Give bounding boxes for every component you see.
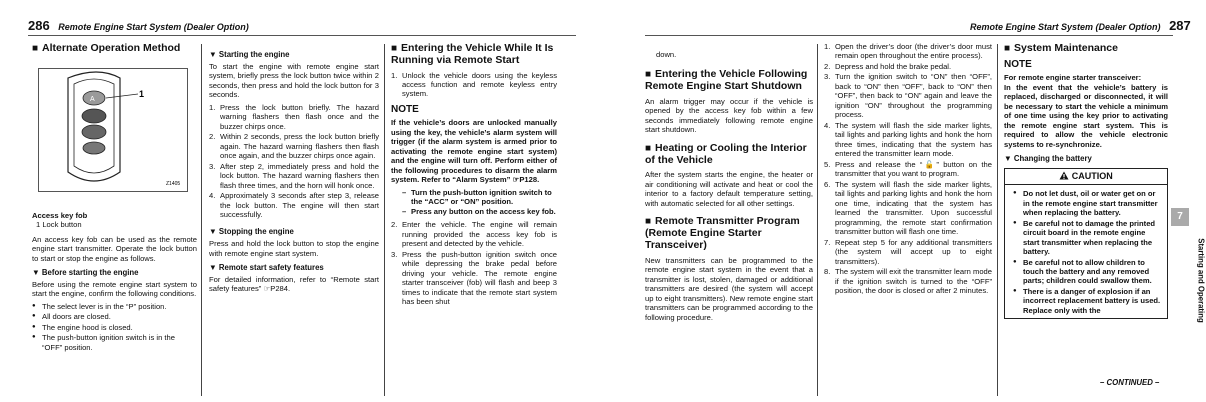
right-page-number: 287: [1169, 18, 1191, 33]
disarm-options: [402, 188, 557, 216]
left-page-number: 286: [28, 18, 50, 33]
column-maintenance: [1004, 42, 1168, 319]
list-item: ● The select lever is in the “P” position.: [32, 302, 197, 311]
section-title-heating: ■ Heating or Cooling the Interior of the Vehicle: [645, 141, 807, 166]
note-text: If the vehicle’s doors are unlocked manually using the key, the vehicle’s alarm system will trigger (if the alarm system is armed prior to activating the remote engine start system) and the engine will turn off. Perform either of the following procedures to disarm the alarm system. Refer to “Alarm System” ☞P128.: [391, 118, 557, 185]
entering-steps-2-3: [391, 220, 557, 306]
before-text: Before using the remote engine start system to start the engine, confirm the following conditions.: [32, 279, 197, 299]
continued-text: down.: [656, 50, 677, 59]
list-item: 2. Enter the vehicle. The engine will remain running provided the access key fob is present and detected by the vehicle.: [391, 220, 557, 249]
list-item: ● The push-button ignition switch is in the “OFF” position.: [32, 333, 197, 352]
list-item: 1. Unlock the vehicle doors using the keyless access function and remote keyless entry system.: [391, 70, 557, 99]
list-item: 4. The system will flash the side marker lights, tail lights and parking lights and honk the horn three times, indicating that the system has entered the transmitter learn mode.: [824, 120, 992, 159]
divider: [817, 44, 818, 396]
section-title-maintenance: ■ System Maintenance: [1004, 42, 1118, 54]
list-item: 4. Approximately 3 seconds after step 3, release the lock button. The engine will then start successfully.: [209, 191, 379, 219]
left-page-header: [28, 18, 249, 33]
safety-text: For detailed information, refer to “Remote start safety features” ☞P284.: [209, 274, 379, 294]
list-item: 3. Press the push-button ignition switch once while depressing the brake pedal before driving your vehicle. The remote engine starter transceiver (fob) will flash and beep 3 times to indicate that the remote start system has been shut: [391, 249, 557, 307]
list-item: ● Be careful not to allow children to touch the battery and any removed parts; children could swallow them.: [1013, 258, 1161, 286]
list-item: 3. After step 2, immediately press and hold the lock button. The hazard warning flashers then flash three times, and the horn will honk once.: [209, 161, 379, 190]
entering-step-1: [391, 71, 557, 99]
program-text: New transmitters can be programmed to the remote engine start system in the event that a transmitter is lost, stolen, damaged or additional transmitters are desired (the system will accept up to eight transmitters). New remote engine start transmitters can be programmed according to the following procedure.: [645, 255, 813, 322]
svg-text:A: A: [90, 96, 95, 103]
list-item: 1. Press the lock button briefly. The hazard warning flashers then flash once and the buzzer chirps once.: [209, 102, 379, 131]
divider: [201, 44, 202, 396]
list-item: 5. Press and release the “🔓” button on the transmitter that you want to program.: [824, 159, 992, 179]
right-header-title: Remote Engine Start System (Dealer Option): [970, 22, 1161, 32]
note-heading: NOTE: [1004, 58, 1032, 70]
list-item: 6. The system will flash the side marker lights, tail lights and parking lights and honk the horn one time, indicating that the system has learned the transmitter. Upon successful programming, the remote start confirmation transmitter button will flash one time.: [824, 179, 992, 237]
list-item: ● The engine hood is closed.: [32, 323, 197, 332]
stopping-text: Press and hold the lock button to stop the engine with remote engine start system.: [209, 239, 379, 258]
chapter-tab-label: Starting and Operating: [1196, 238, 1206, 323]
starting-text: To start the engine with remote engine start system, briefly press the lock button twice within 2 seconds, then press and hold the lock button for 3 seconds.: [209, 61, 379, 100]
heating-text: After the system starts the engine, the heater or air conditioning will activate and heat or cool the interior to a factory default temperature setting, with automatic selected for all other settings.: [645, 170, 813, 208]
list-item: ● Be careful not to damage the printed circuit board in the remote engine start transmitter when replacing the battery.: [1013, 219, 1161, 257]
list-item: – Turn the push-button ignition switch to the “ACC” or “ON” position.: [402, 188, 557, 207]
shutdown-text: An alarm trigger may occur if the vehicle is opened by the access key fob within a few seconds immediately following remote engine start shutdown.: [645, 96, 813, 135]
column-shutdown: [645, 42, 813, 325]
warning-icon: [1059, 171, 1069, 180]
section-title-alternate: ■ Alternate Operation Method: [32, 42, 181, 54]
column-program-steps: [824, 42, 992, 297]
divider: [997, 44, 998, 396]
list-item: 7. Repeat step 5 for any additional transmitters (the system will accept up to eight transmitters).: [824, 237, 992, 266]
figure-legend-item: 1 Lock button: [36, 220, 82, 230]
key-fob-illustration: [38, 68, 188, 192]
list-item: ● All doors are closed.: [32, 312, 197, 321]
list-item: – Press any button on the access key fob.: [402, 207, 557, 216]
stopping-heading: ▼ Stopping the engine: [209, 227, 294, 237]
safety-heading: ▼ Remote start safety features: [209, 263, 324, 273]
right-header-rule: [645, 35, 1173, 36]
figure-id: Z1405: [166, 181, 181, 187]
left-header-rule: [28, 35, 576, 36]
column-entering-running: [391, 42, 557, 308]
intro-text: An access key fob can be used as the remote engine start transmitter. Operate the lock button to start or stop the engine as follows.: [32, 234, 197, 263]
list-item: 1. Open the driver’s door (the driver’s door must remain open throughout the entire process).: [824, 42, 992, 61]
right-page-header: [970, 18, 1191, 33]
conditions-list: [32, 302, 197, 352]
chapter-tab[interactable]: 7: [1171, 208, 1189, 226]
figure-callout: 1: [139, 89, 145, 99]
battery-heading: ▼ Changing the battery: [1004, 154, 1092, 164]
list-item: ● Do not let dust, oil or water get on or in the remote engine start transmitter when replacing the battery.: [1013, 189, 1161, 217]
list-item: 2. Within 2 seconds, press the lock button briefly again. The hazard warning flashers then flash once again, and the buzzer chirps once again.: [209, 132, 379, 161]
list-item: 2. Depress and hold the brake pedal.: [824, 61, 952, 71]
caution-header: CAUTION: [1005, 169, 1167, 185]
program-steps: [824, 42, 992, 296]
list-item: ● There is a danger of explosion if an incorrect replacement battery is used. Replace only with the: [1013, 287, 1161, 315]
section-title-entering: ■ Entering the Vehicle While It Is Running via Remote Start: [391, 42, 554, 66]
before-heading: ▼ Before starting the engine: [32, 268, 139, 278]
left-header-title: Remote Engine Start System (Dealer Option): [58, 22, 249, 32]
starting-heading: ▼ Starting the engine: [209, 50, 290, 59]
note-text: In the event that the vehicle’s battery is replaced, discharged or disconnected, it will be necessary to start the vehicle a minimum of one time using the key prior to activating the remote engine start system. This is required to allow the vehicle electronic systems to re-synchronize.: [1004, 82, 1168, 149]
starting-steps: [209, 103, 379, 220]
caution-list: [1005, 185, 1167, 318]
divider: [384, 44, 385, 396]
note-subheading: For remote engine starter transceiver:: [1004, 73, 1142, 83]
section-title-shutdown: ■ Entering the Vehicle Following Remote Engine Start Shutdown: [645, 68, 808, 93]
column-starting: [209, 42, 379, 297]
section-title-program: ■ Remote Transmitter Program (Remote Engine Starter Transceiver): [645, 215, 800, 251]
key-fob-icon: [38, 68, 188, 192]
list-item: 3. Turn the ignition switch to “ON” then “OFF”, back to “ON” then “OFF”, back to “ON” then “OFF”, then back to “ON” again and leave the ignition “ON” throughout the programming process.: [824, 72, 992, 120]
figure-caption: Access key fob: [32, 210, 88, 220]
continued-marker: – CONTINUED –: [1100, 378, 1160, 387]
list-item: 8. The system will exit the transmitter learn mode if the ignition switch is turned to the “OFF” position, the door is closed or after 2 minutes.: [824, 267, 992, 296]
note-heading: NOTE: [391, 103, 419, 115]
caution-box: [1004, 168, 1168, 320]
